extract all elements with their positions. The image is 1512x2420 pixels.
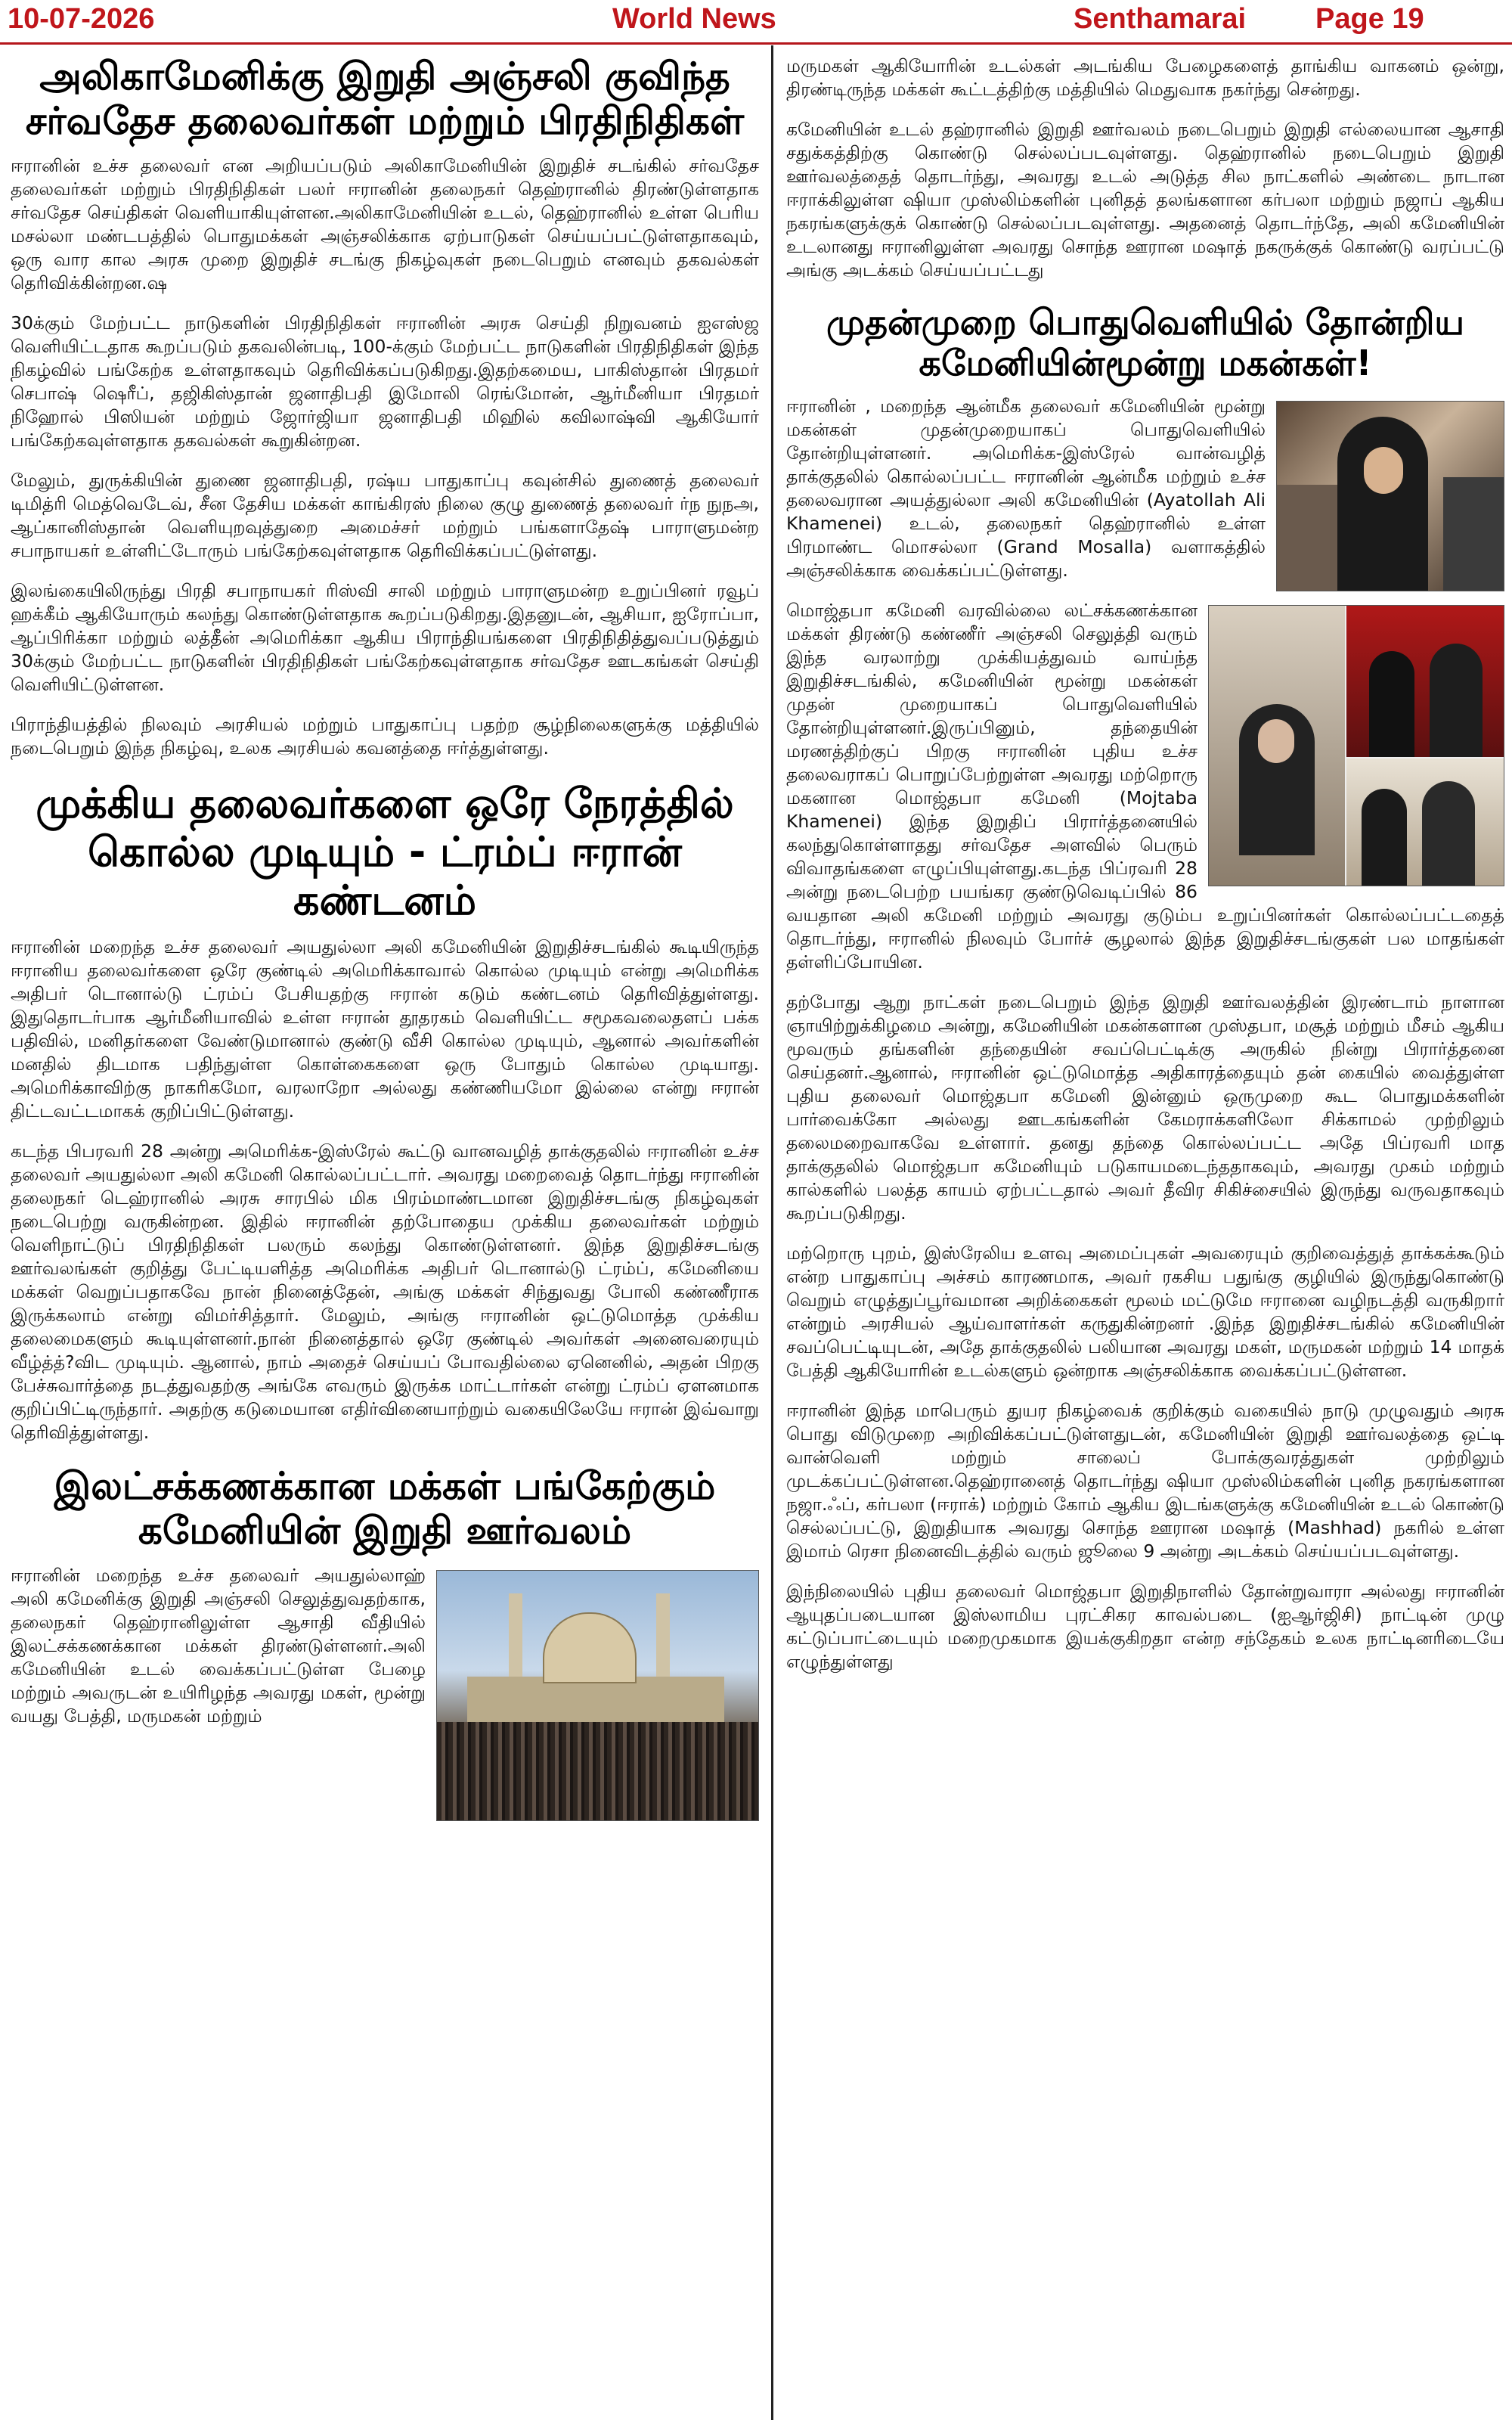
- article-paragraph: இலங்கையிலிருந்து பிரதி சபாநாயகர் ரிஸ்வி சாலி மற்றும் பாராளுமன்ற உறுப்பினர் ரவூப் ஹக்கீம் ஆகியோரும் கலந்து கொண்டுள்ளதாக கூறப்படுகிறது.இதனுடன், ஆசியா, ஐரோப்பா, ஆப்பிரிக்கா மற்றும் லத்தீன் அமெரிக்கா ஆகிய பிராந்தியங்களை பிரதிநிதித்துவப்படுத்தும் 30க்கும் மேற்பட்ட நாடுகளின் பிரதிநிதிகள் பங்கேற்கவுள்ளதாக சர்வதேச ஊடகங்கள் செய்தி வெளியிட்டுள்ளன.: [11, 580, 759, 696]
- article-paragraph: மொஜ்தபா கமேனி வரவில்லை லட்சக்கணக்கான மக்கள் திரண்டு கண்ணீர் அஞ்சலி செலுத்தி வரும் இந்த வரலாற்று முக்கியத்துவம் வாய்ந்த இறுதிச்சடங்கில், கமேனியின் மூன்று மகன்கள் முதன் முறையாகப் பொதுவெளியில் தோன்றியுள்ளனர்.இருப்பினும், தந்தையின் மரணத்திற்குப் பிறகு ஈரானின் புதிய உச்ச தலைவராகப் பொறுப்பேற்றுள்ள அவரது மற்றொரு மகனான மொஜ்தபா கமேனி (Mojtaba Khamenei) இந்த இறுதிப் பிரார்த்தனையில் கலந்துகொள்ளாதது சர்வதேச அளவில் பெரும் விவாதங்களை எழுப்பியுள்ளது.கடந்த பிப்ரவரி 28 அன்று நடைபெற்ற பயங்கர குண்டுவெடிப்பில் 86 வயதான அலி கமேனி மற்றும் அவரது குடும்ப உறுப்பினர்கள் கொல்லப்பட்டதைத் தொடர்ந்து, ஈரானில் நிலவும் போர்ச் சூழலால் இந்த இறுதிச்சடங்குகள் பல மாதங்கள் தள்ளிப்போயின.: [786, 599, 1504, 973]
- article-paragraph: ஈரானின் , மறைந்த ஆன்மீக தலைவர் கமேனியின் மூன்று மகன்கள் முதன்முறையாகப் பொதுவெளியில் தோன்றியுள்ளனர். அமெரிக்க-இஸ்ரேல் வான்வழித் தாக்குதலில் கொல்லப்பட்ட ஈரானின் ஆன்மீக மற்றும் உச்ச தலைவரான அயத்துல்லா அலி கமேனியின் (Ayatollah Ali Khamenei) உடல், தலைநகர் தெஹ்ரானில் உள்ள பிரமாண்ட மொசல்லா (Grand Mosalla) வளாகத்தில் அஞ்சலிக்காக வைக்கப்பட்டுள்ளது.: [786, 395, 1266, 581]
- article-paragraph: பிராந்தியத்தில் நிலவும் அரசியல் மற்றும் பாதுகாப்பு பதற்ற சூழ்நிலைகளுக்கு மத்தியில் நடைபெறும் இந்த நிகழ்வு, உலக அரசியல் கவனத்தை ஈர்த்துள்ளது.: [11, 714, 759, 759]
- khamenei-family-collage-photo: [1208, 605, 1504, 886]
- headline-tributes: அலிகாமேனிக்கு இறுதி அஞ்சலி குவிந்த சர்வதேச தலைவர்கள் மற்றும் பிரதிநிதிகள்: [25, 54, 745, 143]
- article-funeral-procession: [11, 1464, 759, 1728]
- page-header: [0, 0, 1512, 45]
- section-title: World News: [612, 3, 776, 35]
- left-column: [11, 54, 759, 2414]
- article-paragraph: இந்நிலையில் புதிய தலைவர் மொஜ்தபா இறுதிநாளில் தோன்றுவாரா அல்லது ஈரானின் ஆயுதப்படையான இஸ்லாமிய புரட்சிகர காவல்படை (ஐஆர்ஜிசி) நாட்டின் முழு கட்டுப்பாட்டையும் மறைமுகமாக இயக்குகிறதா என்ற சந்தேகம் உலக நாட்டினரிடையே எழுந்துள்ளது: [786, 1581, 1504, 1673]
- headline-trump-iran: முக்கிய தலைவர்களை ஒரே நேரத்தில் கொல்ல முடியும் - ட்ரம்ப் ஈரான் கண்டனம்: [36, 780, 734, 924]
- person-shape: [1443, 477, 1504, 591]
- face-shape: [1364, 447, 1403, 494]
- page-number: Page 19: [1315, 3, 1424, 35]
- column-divider: [771, 45, 773, 2420]
- article-paragraph: கமேனியின் உடல் தஹ்ரானில் இறுதி ஊர்வலம் நடைபெறும் இறுதி எல்லையான ஆசாதி சதுக்கத்திற்கு கொண்டு செல்லப்படவுள்ளது. தெஹ்ரானில் நடைபெறும் இறுதி ஊர்வலத்தைத் தொடர்ந்து, அவரது உடல் அடுத்த சில நாட்களில் அண்டை நாடான ஈராக்கிலுள்ள ஷியா முஸ்லிம்களின் புனிதத் தலங்களான கர்பலா மற்றும் நஜாப் ஆகிய நகரங்களுக்குக் கொண்டு செல்லப்படவுள்ளது. அதனைத் தொடர்ந்தே, அலி கமேனியின் உடலானது ஈரானிலுள்ள அவரது சொந்த ஊரான மஷாத் நகருக்குக் கொண்டு வரப்பட்டு அங்கு அடக்கம் செய்யப்பட்டது: [786, 119, 1504, 281]
- funeral-crowd-photo: [436, 1570, 759, 1821]
- person-shape: [1362, 789, 1407, 886]
- cleric-shape: [1337, 417, 1428, 591]
- article-three-sons: [786, 302, 1504, 1674]
- person-shape: [1369, 651, 1414, 757]
- issue-date: 10-07-2026: [8, 3, 155, 35]
- face-shape: [1258, 719, 1294, 763]
- crowd-shape: [437, 1722, 758, 1820]
- article-trump-iran: [11, 780, 759, 1444]
- article-funeral-continued: [786, 54, 1504, 282]
- newspaper-page: [0, 45, 1512, 2420]
- person-shape: [1422, 781, 1475, 886]
- person-shape: [1277, 485, 1337, 591]
- article-paragraph: தற்போது ஆறு நாட்கள் நடைபெறும் இந்த இறுதி ஊர்வலத்தின் இரண்டாம் நாளான ஞாயிற்றுக்கிழமை அன்று, கமேனியின் மகன்களான முஸ்தபா, மசூத் மற்றும் மீசம் ஆகிய மூவரும் தங்களின் தந்தையின் சவப்பெட்டிக்கு அருகில் நின்று பிரார்த்தனை செய்தனர்.ஆனால், ஈரானின் ஒட்டுமொத்த அதிகாரத்தையும் தன் கையில் வைத்துள்ள புதிய தலைவர் மொஜ்தபா கமேனி இன்னும் ஒருமுறை கூட பொதுமக்களின் பார்வைக்கோ அல்லது ஊடகங்களின் கேமராக்களிலோ சிக்காமல் முற்றிலும் தலைமறைவாகவே உள்ளார். தனது தந்தை கொல்லப்பட்ட அதே பிப்ரவரி மாத தாக்குதலில் மொஜ்தபா கமேனியும் படுகாயமடைந்ததாகவும், அவரது முகம் மற்றும் கால்களில் பலத்த காயம் ஏற்பட்டதால் அவர் தீவிர சிகிச்சையில் இருந்து வருவதாகவும் கூறப்படுகிறது.: [786, 991, 1504, 1224]
- article-paragraph: மற்றொரு புறம், இஸ்ரேலிய உளவு அமைப்புகள் அவரையும் குறிவைத்துத் தாக்கக்கூடும் என்ற பாதுகாப்பு அச்சம் காரணமாக, அவர் ரகசிய பதுங்கு குழியில் இருந்துகொண்டு வெறும் எழுத்துப்பூர்வமான அறிக்கைகள் மூலம் மட்டுமே ஈரானை வழிநடத்தி வருகிறார் என்றும் அரசியல் ஆய்வாளர்கள் கருதுகின்றனர் .இந்த இறுதிச்சடங்கில் கமேனியின் சவப்பெட்டியுடன், அதே தாக்குதலில் பலியான அவரது மகள், மருமகன் மற்றும் 14 மாதக் பேத்தி ஆகியோரின் உடல்களும் ஒன்றாக அஞ்சலிக்காக வைக்கப்பட்டுள்ளன.: [786, 1243, 1504, 1382]
- publication-name: Senthamarai: [1074, 3, 1247, 35]
- article-paragraph: ஈரானின் இந்த மாபெரும் துயர நிகழ்வைக் குறிக்கும் வகையில் நாடு முழுவதும் அரசு பொது விடுமுறை அறிவிக்கப்பட்டுள்ளதுடன், கமேனியின் இறுதி ஊர்வலத்தை ஒட்டி வான்வெளி மற்றும் சாலைப் போக்குவரத்துகள் முற்றிலும் முடக்கப்பட்டுள்ளன.தெஹ்ரானைத் தொடர்ந்து ஷியா முஸ்லிம்களின் புனித நகரங்களான நஜா.ஃப், கர்பலா (ஈராக்) மற்றும் கோம் ஆகிய இடங்களுக்கு கமேனியின் உடல் கொண்டு செல்லப்பட்டு, இறுதியாக அவரது சொந்த ஊரான மஷாத் (Mashhad) நகரில் உள்ள இமாம் ரெசா நினைவிடத்தில் வரும் ஜூலை 9 அன்று அடக்கம் செய்யப்படவுள்ளது.: [786, 1400, 1504, 1562]
- article-paragraph: மேலும், துருக்கியின் துணை ஜனாதிபதி, ரஷ்ய பாதுகாப்பு கவுன்சில் துணைத் தலைவர் டிமித்ரி மெத்வெடேவ், சீன தேசிய மக்கள் காங்கிரஸ் நிலை குழு துணைத் தலைவர் ர்ந நுநஅ, ஆப்கானிஸ்தான் வெளியுறவுத்துறை அமைச்சர் மற்றும் பங்களாதேஷ் பாராளுமன்ற சபாநாயகர் உள்ளிட்டோரும் பங்கேற்கவுள்ளதாக தெரிவிக்கப்பட்டுள்ளது.: [11, 470, 759, 562]
- article-paragraph: ஈரானின் உச்ச தலைவர் என அறியப்படும் அலிகாமேனியின் இறுதிச் சடங்கில் சர்வதேச தலைவர்கள் மற்றும் பிரதிநிதிகள் பலர் ஈரானின் தலைநகர் தெஹ்ரானில் திரண்டுள்ளதாக சர்வதேச செய்திகள் வெளியாகியுள்ளன.அலிகாமேனியின் உடல், தெஹ்ரானில் உள்ள பெரிய மசல்லா மண்டபத்தில் பொதுமக்கள் அஞ்சலிக்காக ஏற்பாடுகள் செய்யப்பட்டுள்ளதாகவும், ஒரு வார கால அரசு முறை இறுதிச் சடங்கு நிகழ்வுகள் நடைபெறும் எனவும் தகவல்கள் தெரிவிக்கின்றன.ஷ: [11, 155, 759, 294]
- collage-panel: [1346, 759, 1504, 886]
- collage-panel: [1209, 606, 1345, 886]
- headline-funeral-procession: இலட்சக்கணக்கான மக்கள் பங்கேற்கும் கமேனியின் இறுதி ஊர்வலம்: [54, 1463, 716, 1553]
- article-paragraph: ஈரானின் மறைந்த உச்ச தலைவர் அயதுல்லா அலி கமேனியின் இறுதிச்சடங்கில் கூடியிருந்த ஈரானிய தலைவர்களை ஒரே குண்டில் அமெரிக்காவால் கொல்ல முடியும் என்று அமெரிக்க அதிபர் டொனால்டு ட்ரம்ப் பேசியதற்கு ஈரான் கடும் கண்டனம் தெரிவித்துள்ளது. இதுதொடர்பாக ஆர்மீனியாவில் உள்ள ஈரான் தூதரகம் வெளியிட்ட சமூகவலைதளப் பக்க பதிவில், மனிதர்களை வேண்டுமானால் குண்டு வீசி கொல்ல முடியும், ஆனால் அவர்களின் மனதில் திடமாக பதிந்துள்ள கொள்கைகளை ஒரு போதும் கொல்ல முடியாது. அமெரிக்காவிற்கு நாகரிகமோ, வரலாறோ அல்லது கண்ணியமோ இல்லை என்று ஈரான் திட்டவட்டமாகக் குறிப்பிட்டுள்ளது.: [11, 935, 759, 1122]
- article-paragraph: மருமகள் ஆகியோரின் உடல்கள் அடங்கிய பேழைகளைத் தாங்கிய வாகனம் ஒன்று, திரண்டிருந்த மக்கள் கூட்டத்திற்கு மத்தியில் மெதுவாக நகர்ந்து சென்றது.: [786, 55, 1504, 101]
- sons-photo: [1276, 401, 1504, 591]
- right-column: [786, 54, 1504, 2414]
- article-paragraph: ஈரானின் மறைந்த உச்ச தலைவர் அயதுல்லாஹ் அலி கமேனிக்கு இறுதி அஞ்சலி செலுத்துவதற்காக, தலைநகர் தெஹ்ரானிலுள்ள ஆசாதி வீதியில் இலட்சக்கணக்கான மக்கள் திரண்டுள்ளனர்.அலி கமேனியின் உடல் வைக்கப்பட்டுள்ள பேழை மற்றும் அவருடன் உயிரிழந்த அவரது மகள், மூன்று வயது பேத்தி, மருமகன் மற்றும்: [11, 1564, 426, 1727]
- article-paragraph: கடந்த பிபரவரி 28 அன்று அமெரிக்க-இஸ்ரேல் கூட்டு வானவழித் தாக்குதலில் ஈரானின் உச்ச தலைவர் அயதுல்லா அலி கமேனி கொல்லப்பட்டார். அவரது மறைவைத் தொடர்ந்து ஈரானின் தலைநகர் டெஹ்ரானில் அரசு சாரபில் மிக பிரம்மாண்டமான இறுதிச்சடங்கு நிகழ்வுகள் நடைபெற்று வருகின்றன. இதில் ஈரானின் தற்போதைய முக்கிய தலைவர்கள் மற்றும் வெளிநாட்டுப் பிரதிநிதிகள் பலரும் கலந்து கொண்டுள்ளனர். இந்த இறுதிச்சடங்கு ஊர்வலங்கள் குறித்து பேட்டியளித்த அமெரிக்க அதிபர் டொனால்டு ட்ரம்ப், கமேனியை மக்கள் வெறுப்பதாகவே நான் நினைத்தேன், அங்கு மக்கள் சிந்துவது போலி கண்ணீராக இருக்கலாம் என்று விமர்சித்தார். மேலும், அங்கு ஈரானின் ஒட்டுமொத்த முக்கிய தலைமைகளும் கூடியுள்ளனர்.நான் நினைத்தால் ஒரே குண்டில் அவர்கள் அனைவரையும் வீழ்த்த்?விட முடியும். ஆனால், நாம் அதைச் செய்யப் போவதில்லை ஏனெனில், அதன் பிறகு பேச்சுவார்த்தை நடத்துவதற்கு அங்கே எவரும் இருக்க மாட்டார்கள் என்று ட்ரம்ப் ஏளனமாக குறிப்பிட்டிருந்தார். அதற்கு கடுமையான எதிர்வினையாற்றும் வகையிலேயே ஈரான் இவ்வாறு தெரிவித்துள்ளது.: [11, 1140, 759, 1443]
- article-tributes: [11, 54, 759, 760]
- headline-three-sons: முதன்முறை பொதுவெளியில் தோன்றிய கமேனியின்மூன்று மகன்கள்!: [826, 302, 1464, 384]
- collage-panel: [1346, 606, 1504, 757]
- dome-shape: [543, 1612, 637, 1683]
- person-shape: [1430, 644, 1483, 757]
- article-paragraph: 30க்கும் மேற்பட்ட நாடுகளின் பிரதிநிதிகள் ஈரானின் அரசு செய்தி நிறுவனம் ஐஎஸ்ஜ வெளியிட்டதாக கூறப்படும் தகவலின்படி, 100-க்கும் மேற்பட்ட நாடுகளின் பிரதிநிதிகள் இந்த நிகழ்வில் பங்கேற்க உள்ளதாகவும் தெரிவிக்கப்படுகிறது.இதற்கமைய, பாகிஸ்தான் பிரதமர் செபாஷ் ஷெரீப், தஜிகிஸ்தான் ஜனாதிபதி இமோலி ரெங்மோன், ஆர்மீனியா பிரதமர் நிஹோல் பிஸியன் மற்றும் ஜோர்ஜியா ஜனாதிபதி மிஹில் கவிலாஷ்வி ஆகியோர் பங்கேற்கவுள்ளதாக தகவல்கள் கூறுகின்றன.: [11, 312, 759, 451]
